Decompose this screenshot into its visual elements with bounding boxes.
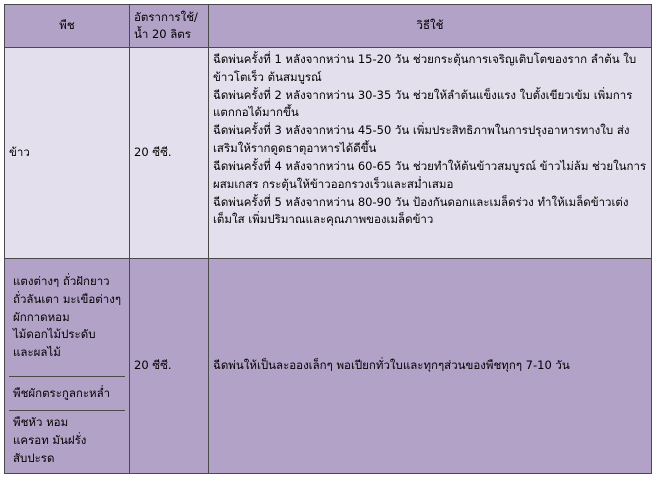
crop-cell-vegetables <box>5 259 130 474</box>
crop-line: แตงต่างๆ ถั่วฝักยาว <box>13 273 110 288</box>
crop-line: และผลไม้ <box>13 345 61 360</box>
crop-line: พืชหัว หอม <box>13 415 69 430</box>
crop-cell-rice: ข้าว <box>5 48 130 259</box>
crop-group-root-crops <box>9 411 125 471</box>
method-step-1: ฉีดพ่นครั้งที่ 1 หลังจากหว่าน 15-20 วัน ช่วยกระตุ้นการเจริญเติบโตของราก ลำต้น ใบ ข้าวโตเร็ว ต้นสมบูรณ์ <box>213 52 637 84</box>
table-row <box>5 48 652 259</box>
header-rate <box>130 5 209 48</box>
crop-line: ถั่วลันเตา มะเขือต่างๆ <box>13 291 122 306</box>
method-cell-rice <box>209 48 652 259</box>
header-rate-line2: น้ำ 20 ลิตร <box>134 27 191 41</box>
crop-line: สับปะรด <box>13 450 55 465</box>
rate-cell-vegetables: 20 ซีซี. <box>130 259 209 474</box>
rate-cell-rice: 20 ซีซี. <box>130 48 209 259</box>
crop-group-vegetables <box>9 261 125 377</box>
crop-line: ไม้ดอกไม้ประดับ <box>13 327 96 342</box>
method-step-4: ฉีดพ่นครั้งที่ 4 หลังจากหว่าน 60-65 วัน ช่วยทำให้ต้นข้าวสมบูรณ์ ข้าวไม่ล้ม ช่วยในการผสมเกสร กระตุ้นให้ข้าวออกรวงเร็วและสม่ำเสมอ <box>213 158 647 191</box>
table-row <box>5 259 652 474</box>
header-row <box>5 5 652 48</box>
method-step-3: ฉีดพ่นครั้งที่ 3 หลังจากหว่าน 45-50 วัน เพิ่มประสิทธิภาพในการปรุงอาหารทางใบ ส่งเสริมให้รากดูดธาตุอาหารได้ดีขึ้น <box>213 123 630 156</box>
header-method: วิธีใช้ <box>209 5 652 48</box>
header-crop: พืช <box>5 5 130 48</box>
usage-table <box>4 4 652 474</box>
crop-line: แครอท มันฝรั่ง <box>13 433 87 448</box>
method-step-2: ฉีดพ่นครั้งที่ 2 หลังจากหว่าน 30-35 วัน ช่วยให้ลำต้นแข็งแรง ใบตั้งเขียวเข้ม เพิ่มการแตกกอได้มากขึ้น <box>213 87 633 120</box>
header-rate-line1: อัตราการใช้/ <box>134 10 198 25</box>
crop-line: ผักกาดหอม <box>13 309 70 324</box>
crop-line: พืชผักตระกูลกะหล่ำ <box>13 385 111 400</box>
method-cell-vegetables: ฉีดพ่นให้เป็นละอองเล็กๆ พอเปียกทั่วใบและทุกๆส่วนของพืชทุกๆ 7-10 วัน <box>209 259 652 474</box>
crop-group-cabbage <box>9 377 125 411</box>
method-step-5: ฉีดพ่นครั้งที่ 5 หลังจากหว่าน 80-90 วัน ป้องกันดอกและเมล็ดร่วง ทำให้เมล็ดข้าวเต่งเต็มใส เพิ่มปริมาณและคุณภาพของเมล็ดข้าว <box>213 194 629 227</box>
